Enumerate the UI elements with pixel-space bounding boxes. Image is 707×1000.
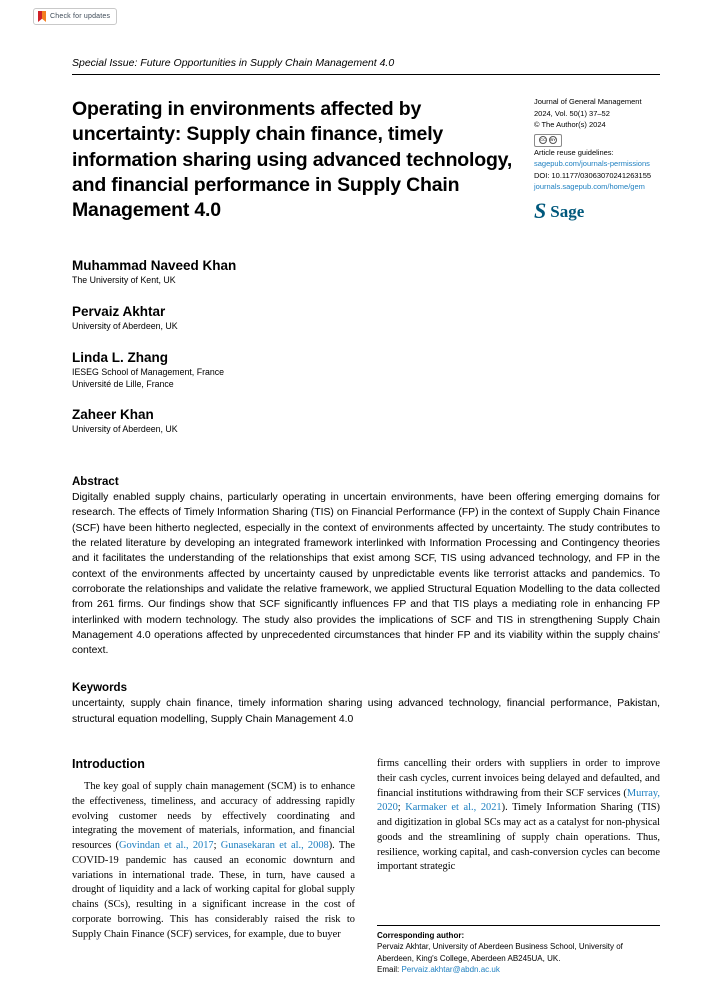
corresponding-author-heading: Corresponding author: — [377, 931, 465, 941]
doi-line: DOI: 10.1177/03063070241263155 — [534, 170, 652, 180]
by-circle-icon: BY — [550, 137, 556, 143]
corresponding-author-note — [377, 925, 660, 975]
citation-link[interactable]: Karmaker et al., 2021 — [405, 802, 502, 814]
check-for-updates-label: Check for updates — [50, 13, 111, 20]
cc-circle-icon: CC — [540, 137, 546, 143]
citation-link[interactable]: Murray, 2020 — [377, 787, 660, 814]
email-label: Email: — [377, 964, 402, 974]
author-block — [72, 304, 660, 333]
journal-home-link[interactable]: journals.sagepub.com/home/gem — [534, 182, 645, 191]
cc-by-license-icon[interactable] — [534, 134, 562, 147]
introduction-heading: Introduction — [72, 757, 145, 772]
crossmark-bookmark-icon — [38, 11, 46, 22]
author-name: Pervaiz Akhtar — [72, 304, 166, 320]
abstract-heading: Abstract — [72, 476, 119, 489]
author-affiliation: University of Aberdeen, UK — [72, 424, 178, 435]
body-text-segment: The key goal of supply chain management (SCM) is to enhance the effectiveness, timeliness, and accuracy of addressing rapidly evolving customer needs by effectively coordinating and integrating the movement of materials, information, and financial resources ( — [72, 781, 355, 852]
author-block — [72, 350, 660, 391]
author-name: Zaheer Khan — [72, 407, 154, 423]
journals-permissions-link[interactable]: sagepub.com/journals-permissions — [534, 159, 650, 168]
sage-logo — [534, 200, 660, 224]
keywords-section — [72, 682, 660, 727]
email-link[interactable]: Pervaiz.akhtar@abdn.ac.uk — [401, 964, 500, 974]
author-name: Linda L. Zhang — [72, 349, 168, 365]
author-name: Muhammad Naveed Khan — [72, 258, 237, 274]
journal-volume: 2024, Vol. 50(1) 37–52 — [534, 108, 610, 118]
body-text-segment: firms cancelling their orders with suppliers in order to improve their cash cycles, current invoices being delayed and defaulted, and financial institutions withdrawing from their SCF services ( — [377, 758, 660, 799]
author-list — [72, 258, 660, 436]
journal-metadata — [534, 97, 660, 224]
sage-logo-mark-icon: S — [534, 198, 547, 224]
author-affiliation: Université de Lille, France — [72, 378, 174, 389]
two-column-body — [72, 757, 660, 975]
abstract-section — [72, 476, 660, 658]
citation-link[interactable]: Govindan et al., 2017 — [118, 840, 214, 852]
body-text-segment: ). Timely Information Sharing (TIS) and digitization in global SCs may act as a catalyst for non-physical goods and the streamlining of supply chain operations. Thus, resilience, working capital, and cash-conversion cycles can become important strategic — [377, 802, 660, 873]
corresponding-author-address: Pervaiz Akhtar, University of Aberdeen Business School, University of Aberdeen, King's College, Aberdeen AB245UA, UK. — [377, 942, 623, 963]
body-text-segment: ). The COVID-19 pandemic has caused an economic downturn and variations in international trade. These, in turn, have caused a drought of liquidity and a lack of working capital for global supply chains (SCs), resulting in a significant increase in the cost of corporate borrowing. This has considerably raised the risk to Supply Chain Finance (SCF) services, for example, due to buyer — [72, 840, 355, 940]
author-affiliation: University of Aberdeen, UK — [72, 320, 178, 331]
author-affiliation: The University of Kent, UK — [72, 275, 176, 286]
article-first-page — [72, 0, 660, 975]
body-text-segment: ; — [213, 840, 221, 852]
body-column-right — [377, 757, 660, 975]
reuse-guidelines-label: Article reuse guidelines: — [534, 147, 614, 157]
author-block — [72, 258, 660, 287]
body-column-left — [72, 757, 355, 975]
introduction-paragraph-right — [377, 757, 660, 875]
citation-link[interactable]: Gunasekaran et al., 2008 — [220, 840, 329, 852]
body-text-segment: ; — [397, 802, 406, 814]
sage-logo-wordmark: Sage — [550, 201, 585, 221]
header-rule — [72, 74, 660, 75]
author-block — [72, 407, 660, 436]
corresponding-author-email-line — [377, 964, 660, 975]
special-issue-strap: Special Issue: Future Opportunities in Supply Chain Management 4.0 — [72, 57, 395, 69]
introduction-paragraph-left — [72, 780, 355, 942]
article-title: Operating in environments affected by uncertainty: Supply chain finance, timely information sharing using advanced technology, and financial performance in Supply Chain Management 4.0 — [72, 98, 513, 222]
abstract-text: Digitally enabled supply chains, particularly operating in uncertain environments, have been offering emerging domains for research. The effects of Timely Information Sharing (TIS) on Financial Performance (FP) in the context of Supply Chain Finance (SCF) have been hitherto neglected, especially in the context of environments affected by uncertainty. The study contributes to the related literature by developing an integrated framework interlinked with Information Processing and Contingency theories and it facilitates the understanding of the relationships that exist among SCF, TIS using advanced technology, and FP in the context of the environments affected by uncertainty caused by unpredictable events like terrorist attacks and pandemics. To corroborate the relationships and validate the relative framework, we applied Structural Equation Modelling to the data collected from 261 firms. Our findings show that SCF significantly influences FP and that TIS plays a mediating role in enhancing FP interlinked with modern technology. The study also provides the implications of SCF and TIS in strengthening Supply Chain Management 4.0 operations affected by unprecedented circumstances that hinder FP and its viability within the supply chains' context. — [72, 492, 660, 657]
keywords-text: uncertainty, supply chain finance, timely information sharing using advanced technology, financial performance, Pakistan, structural equation modelling, Supply Chain Management 4.0 — [72, 698, 660, 725]
keywords-heading: Keywords — [72, 682, 127, 695]
journal-name: Journal of General Management — [534, 97, 642, 106]
author-affiliation: IESEG School of Management, France — [72, 366, 225, 377]
copyright-line: © The Author(s) 2024 — [534, 120, 606, 129]
